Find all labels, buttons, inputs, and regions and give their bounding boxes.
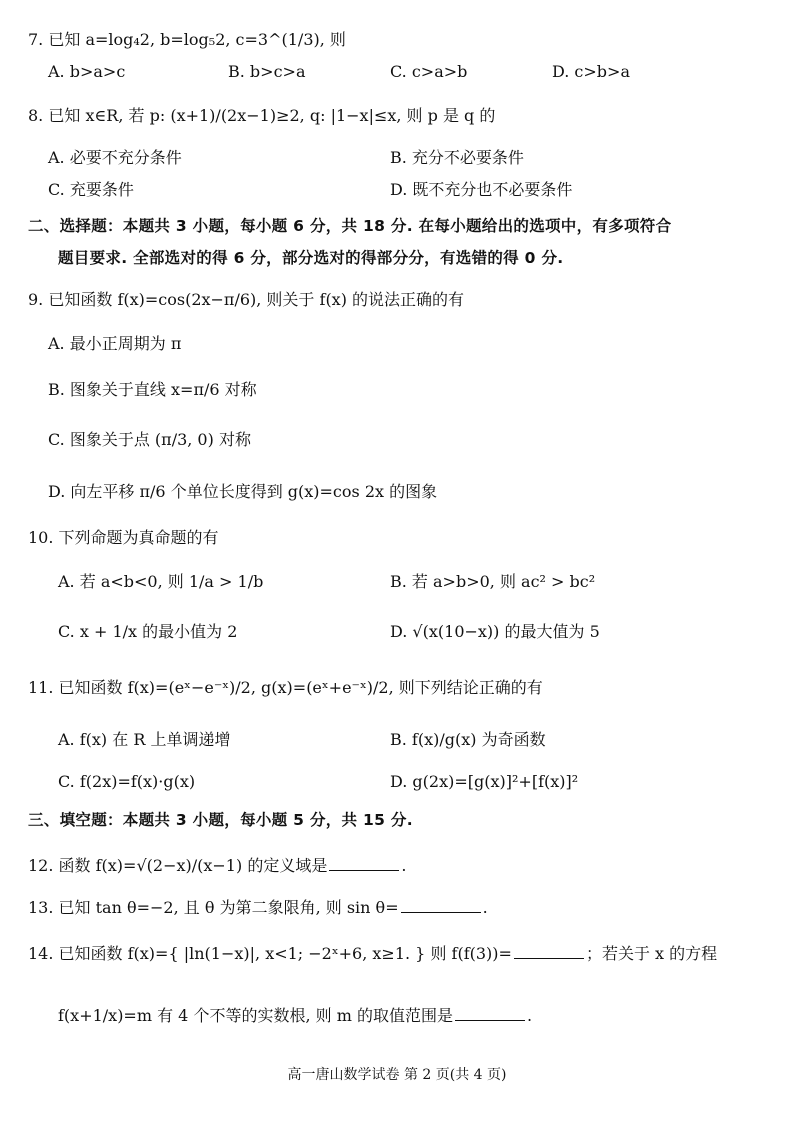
question-9-option-c: C. 图象关于点 (π/3, 0) 对称 xyxy=(48,430,251,449)
answer-blank[interactable] xyxy=(455,1006,525,1021)
question-13-stem: 13. 已知 tan θ=−2, 且 θ 为第二象限角, 则 sin θ= xyxy=(28,898,399,917)
question-8-option-d: D. 既不充分也不必要条件 xyxy=(390,180,573,199)
question-12 xyxy=(28,856,406,876)
section-3-heading: 三、填空题：本题共 3 小题，每小题 5 分，共 15 分. xyxy=(28,811,413,829)
question-8-option-b: B. 充分不必要条件 xyxy=(390,148,524,167)
question-11-option-d: D. g(2x)=[g(x)]²+[f(x)]² xyxy=(390,772,579,791)
section-2-instructions: 题目要求. 全部选对的得 6 分，部分选对的得部分分，有选错的得 0 分. xyxy=(58,249,564,267)
question-14-stem-continued: ；若关于 x 的方程 xyxy=(585,944,718,963)
question-7-option-b: B. b>c>a xyxy=(228,62,306,81)
answer-blank[interactable] xyxy=(329,856,399,871)
answer-blank[interactable] xyxy=(401,898,481,913)
question-10-stem: 10. 下列命题为真命题的有 xyxy=(28,528,219,547)
question-11-option-c: C. f(2x)=f(x)·g(x) xyxy=(58,772,196,791)
question-9-option-a: A. 最小正周期为 π xyxy=(48,334,182,353)
question-7-option-a: A. b>a>c xyxy=(48,62,126,81)
question-11-option-a: A. f(x) 在 R 上单调递增 xyxy=(58,730,231,749)
question-11-stem: 11. 已知函数 f(x)=(eˣ−e⁻ˣ)/2, g(x)=(eˣ+e⁻ˣ)/2, 则下列结论正确的有 xyxy=(28,678,543,697)
question-7-stem: 7. 已知 a=log₄2, b=log₅2, c=3^(1/3), 则 xyxy=(28,30,346,49)
question-10-option-d: D. √(x(10−x)) 的最大值为 5 xyxy=(390,622,600,641)
question-14-line-1 xyxy=(28,944,717,964)
page-footer: 高一唐山数学试卷 第 2 页(共 4 页) xyxy=(287,1067,507,1083)
answer-blank[interactable] xyxy=(514,944,584,959)
question-9-stem: 9. 已知函数 f(x)=cos(2x−π/6), 则关于 f(x) 的说法正确的有 xyxy=(28,290,465,309)
question-7-option-c: C. c>a>b xyxy=(390,62,468,81)
question-12-period: . xyxy=(401,856,407,875)
question-14-period: . xyxy=(526,1006,533,1025)
question-10-option-c: C. x + 1/x 的最小值为 2 xyxy=(58,622,238,641)
question-8-option-a: A. 必要不充分条件 xyxy=(48,148,182,167)
question-9-option-d: D. 向左平移 π/6 个单位长度得到 g(x)=cos 2x 的图象 xyxy=(48,482,438,501)
section-2-heading: 二、选择题：本题共 3 小题，每小题 6 分，共 18 分. 在每小题给出的选项中，有多项符合 xyxy=(28,217,672,235)
question-13-period: . xyxy=(482,898,488,917)
question-8-option-c: C. 充要条件 xyxy=(48,180,134,199)
question-8-stem: 8. 已知 x∈R, 若 p: (x+1)/(2x−1)≥2, q: |1−x|≤x, 则 p 是 q 的 xyxy=(28,106,496,125)
question-9-option-b: B. 图象关于直线 x=π/6 对称 xyxy=(48,380,257,399)
question-11-option-b: B. f(x)/g(x) 为奇函数 xyxy=(390,730,546,749)
question-14-line-2 xyxy=(58,1006,532,1026)
question-14-equation-text: f(x+1/x)=m 有 4 个不等的实数根, 则 m 的取值范围是 xyxy=(58,1006,453,1025)
question-10-option-a: A. 若 a<b<0, 则 1/a > 1/b xyxy=(58,572,264,591)
question-12-stem: 12. 函数 f(x)=√(2−x)/(x−1) 的定义域是 xyxy=(28,856,328,875)
question-13 xyxy=(28,898,488,918)
question-14-stem: 14. 已知函数 f(x)={ |ln(1−x)|, x<1; −2ˣ+6, x≥1. } 则 f(f(3))= xyxy=(28,944,512,963)
question-10-option-b: B. 若 a>b>0, 则 ac² > bc² xyxy=(390,572,596,591)
question-7-option-d: D. c>b>a xyxy=(552,62,630,81)
